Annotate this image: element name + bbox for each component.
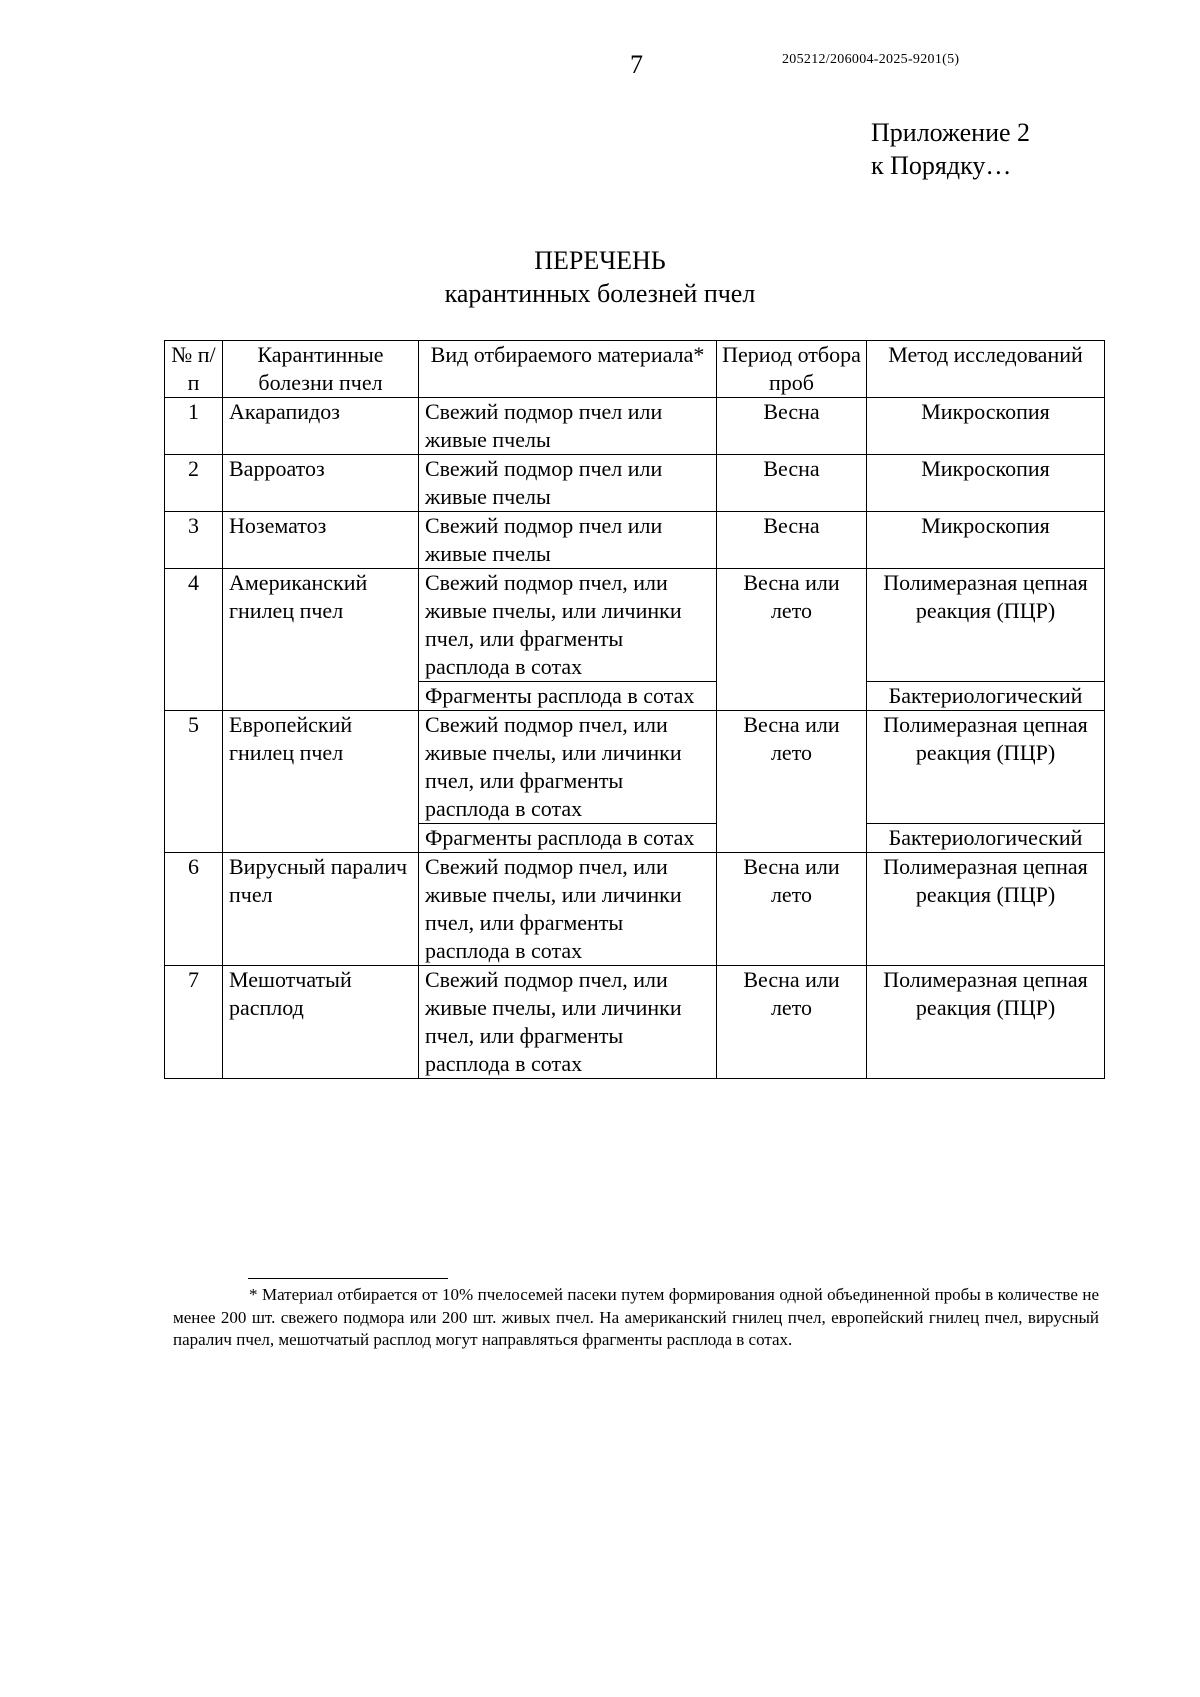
row-method: Микроскопия <box>867 455 1105 512</box>
diseases-table <box>164 340 1105 1079</box>
footnote-separator <box>248 1278 448 1279</box>
document-subtitle: карантинных болезней пчел <box>444 279 756 308</box>
document-number: 205212/206004-2025-9201(5) <box>782 52 960 67</box>
row-material: Свежий подмор пчел или живые пчелы <box>419 398 717 455</box>
footnote: * Материал отбирается от 10% пчелосемей пасеки путем формирования одной объединенной пробы в количестве не менее 200 шт. свежего подмора или 200 шт. живых пчел. На американский гнилец пчел, европейский гнилец пчел, вирусный паралич пчел, мешотчатый расплод могут направляться фрагменты расплода в сотах. <box>173 1285 1099 1349</box>
row-num: 6 <box>165 853 223 966</box>
row-material: Свежий подмор пчел или живые пчелы <box>419 512 717 569</box>
row-disease: Варроатоз <box>223 455 419 512</box>
header-method: Метод исследований <box>867 341 1105 398</box>
row-material-secondary: Фрагменты расплода в сотах <box>419 682 717 711</box>
document-title: ПЕРЕЧЕНЬ <box>534 246 666 275</box>
appendix-line-1: Приложение 2 <box>871 118 1031 147</box>
row-num: 1 <box>165 398 223 455</box>
table-row <box>165 966 1105 1079</box>
row-period: Весна или лето <box>717 853 867 966</box>
row-method: Микроскопия <box>867 512 1105 569</box>
row-num: 2 <box>165 455 223 512</box>
table-row <box>165 398 1105 455</box>
table-header-row <box>165 341 1105 398</box>
row-method-secondary: Бактериологический <box>867 682 1105 711</box>
row-material: Свежий подмор пчел, или живые пчелы, или личинки пчел, или фрагменты расплода в сотах <box>419 711 717 824</box>
appendix-line-2: к Порядку… <box>871 151 1012 180</box>
table-row <box>165 512 1105 569</box>
table-row <box>165 455 1105 512</box>
row-num: 5 <box>165 711 223 853</box>
header-num: № п/п <box>165 341 223 398</box>
page-number: 7 <box>630 50 643 79</box>
table-row <box>165 853 1105 966</box>
row-disease: Нозематоз <box>223 512 419 569</box>
row-period: Весна или лето <box>717 569 867 711</box>
row-disease: Вирусный паралич пчел <box>223 853 419 966</box>
row-num: 4 <box>165 569 223 711</box>
row-disease: Мешотчатый расплод <box>223 966 419 1079</box>
row-material: Свежий подмор пчел, или живые пчелы, или личинки пчел, или фрагменты расплода в сотах <box>419 966 717 1079</box>
row-period: Весна <box>717 398 867 455</box>
row-material: Свежий подмор пчел или живые пчелы <box>419 455 717 512</box>
row-period: Весна <box>717 455 867 512</box>
row-num: 3 <box>165 512 223 569</box>
row-material: Свежий подмор пчел, или живые пчелы, или личинки пчел, или фрагменты расплода в сотах <box>419 569 717 682</box>
row-material-secondary: Фрагменты расплода в сотах <box>419 824 717 853</box>
row-period: Весна <box>717 512 867 569</box>
row-method: Полимеразная цепная реакция (ПЦР) <box>867 711 1105 824</box>
row-method: Полимеразная цепная реакция (ПЦР) <box>867 853 1105 966</box>
row-period: Весна или лето <box>717 711 867 853</box>
row-material: Свежий подмор пчел, или живые пчелы, или личинки пчел, или фрагменты расплода в сотах <box>419 853 717 966</box>
row-method: Микроскопия <box>867 398 1105 455</box>
row-period: Весна или лето <box>717 966 867 1079</box>
header-material: Вид отбираемого материала* <box>419 341 717 398</box>
header-disease: Карантинные болезни пчел <box>223 341 419 398</box>
row-disease: Американский гнилец пчел <box>223 569 419 711</box>
header-period: Период отбора проб <box>717 341 867 398</box>
appendix-label <box>871 116 1030 182</box>
table-row <box>165 569 1105 682</box>
row-method-secondary: Бактериологический <box>867 824 1105 853</box>
table-row <box>165 711 1105 824</box>
row-num: 7 <box>165 966 223 1079</box>
row-method: Полимеразная цепная реакция (ПЦР) <box>867 966 1105 1079</box>
row-method: Полимеразная цепная реакция (ПЦР) <box>867 569 1105 682</box>
row-disease: Европейский гнилец пчел <box>223 711 419 853</box>
row-disease: Акарапидоз <box>223 398 419 455</box>
